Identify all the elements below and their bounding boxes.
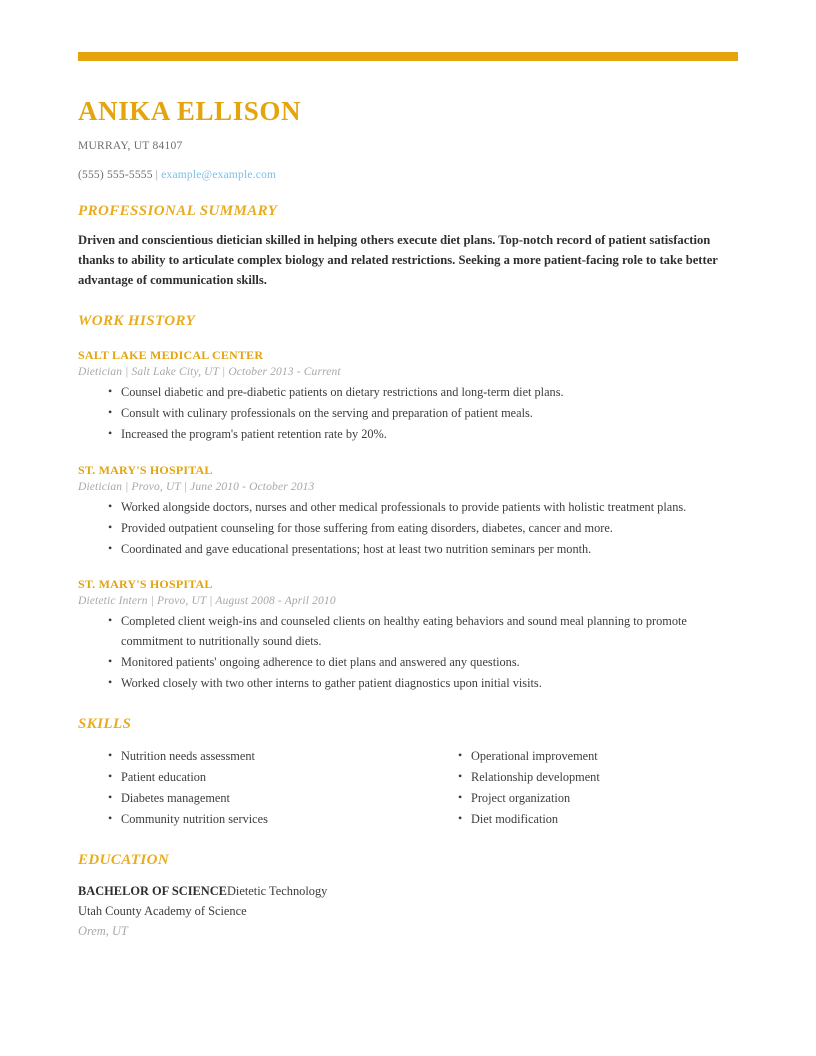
candidate-address: MURRAY, UT 84107 xyxy=(78,140,183,153)
section-title-education: EDUCATION xyxy=(78,851,170,868)
work-bullet-list xyxy=(78,612,738,694)
resume-content xyxy=(78,52,738,941)
work-bullet-list xyxy=(78,498,738,560)
work-entry xyxy=(78,577,738,694)
skills-column-right xyxy=(428,742,738,830)
skill-item: • Diet modification xyxy=(458,810,738,830)
section-skills xyxy=(78,716,738,830)
education-degree-line xyxy=(78,881,738,901)
work-bullet-list xyxy=(78,383,738,445)
skill-item: • Patient education xyxy=(108,768,428,788)
skills-column-left xyxy=(78,742,428,830)
work-bullet: • Worked alongside doctors, nurses and other medical professionals to provide patients with holistic treatment plans. xyxy=(108,498,738,518)
skill-item: • Relationship development xyxy=(458,768,738,788)
work-bullet: • Worked closely with two other interns to gather patient diagnostics upon initial visits. xyxy=(108,674,738,694)
summary-paragraph: Driven and conscientious dietician skilled in helping others execute diet plans. Top-notch record of patient satisfaction thanks to ability to articulate complex biology and related restrictions. Seeking a more patient-facing role to take better advantage of communication skills. xyxy=(78,233,718,288)
candidate-phone: (555) 555-5555 xyxy=(78,169,153,182)
education-major: Dietetic Technology xyxy=(226,883,328,898)
work-company: ST. MARY'S HOSPITAL xyxy=(78,577,213,592)
work-company: SALT LAKE MEDICAL CENTER xyxy=(78,348,264,363)
work-entry xyxy=(78,348,738,445)
work-meta: Dietician | Provo, UT | June 2010 - October 2013 xyxy=(78,480,315,493)
work-bullet: • Consult with culinary professionals on the serving and preparation of patient meals. xyxy=(108,404,738,424)
contact-separator: | xyxy=(155,169,159,182)
work-meta: Dietetic Intern | Provo, UT | August 2008 - April 2010 xyxy=(78,595,336,608)
section-work-history xyxy=(78,313,738,694)
skills-columns xyxy=(78,742,738,830)
skills-list-left xyxy=(78,747,428,830)
education-location: Orem, UT xyxy=(78,923,128,938)
skill-item: • Project organization xyxy=(458,789,738,809)
work-bullet: • Monitored patients' ongoing adherence to diet plans and answered any questions. xyxy=(108,653,738,673)
contact-line xyxy=(78,169,738,181)
work-bullet: • Counsel diabetic and pre-diabetic patients on dietary restrictions and long-term diet plans. xyxy=(108,383,738,403)
work-bullet: • Provided outpatient counseling for those suffering from eating disorders, diabetes, cancer and more. xyxy=(108,519,738,539)
section-title-skills: SKILLS xyxy=(78,716,132,733)
education-entry xyxy=(78,881,738,941)
education-school: Utah County Academy of Science xyxy=(78,903,247,918)
skill-item: • Community nutrition services xyxy=(108,810,428,830)
work-bullet: • Increased the program's patient retention rate by 20%. xyxy=(108,425,738,445)
section-education xyxy=(78,852,738,941)
section-title-work-history: WORK HISTORY xyxy=(78,313,196,330)
work-bullet: • Coordinated and gave educational presentations; host at least two nutrition seminars per month. xyxy=(108,540,738,560)
work-company: ST. MARY'S HOSPITAL xyxy=(78,462,213,477)
skill-item: • Operational improvement xyxy=(458,747,738,767)
skill-item: • Diabetes management xyxy=(108,789,428,809)
work-entry xyxy=(78,463,738,560)
skill-item: • Nutrition needs assessment xyxy=(108,747,428,767)
work-meta: Dietician | Salt Lake City, UT | October 2013 - Current xyxy=(78,366,341,379)
skills-list-right xyxy=(428,747,738,830)
candidate-email-link[interactable]: example@example.com xyxy=(161,169,277,182)
accent-bar xyxy=(78,52,738,61)
education-degree: BACHELOR OF SCIENCE xyxy=(78,883,227,898)
section-professional-summary xyxy=(78,203,738,291)
work-bullet: • Completed client weigh-ins and counseled clients on healthy eating behaviors and sound meal planning to promote commitment to nutritionally sound diets. xyxy=(108,612,738,652)
section-title-summary: PROFESSIONAL SUMMARY xyxy=(78,203,278,220)
candidate-name: ANIKA ELLISON xyxy=(78,96,302,126)
